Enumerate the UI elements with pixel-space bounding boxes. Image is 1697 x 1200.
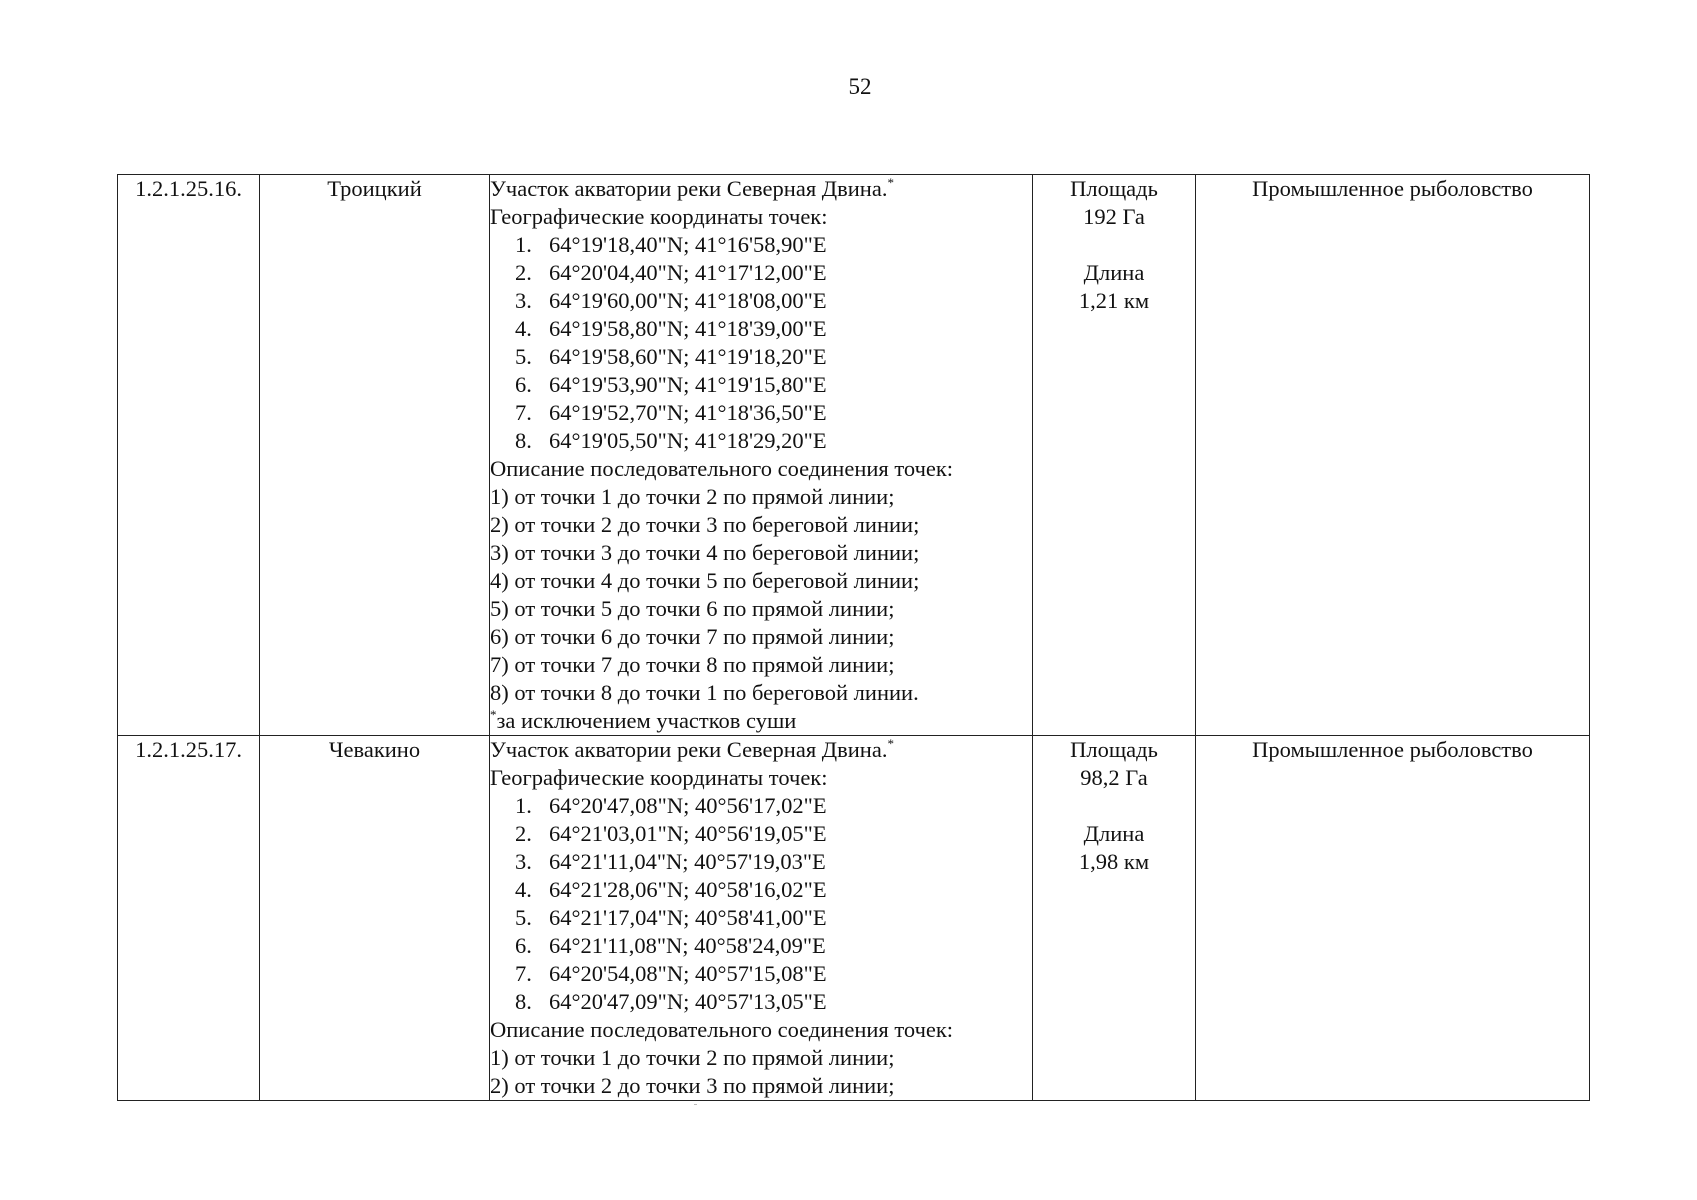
connection-item: 6) от точки 6 до точки 7 по прямой линии; — [490, 624, 895, 649]
coord-item: 5. 64°21'17,04"N; 40°58'41,00"E — [515, 905, 827, 930]
description-title: Участок акватории реки Северная Двина.* — [490, 175, 894, 201]
coord-item: 3. 64°21'11,04"N; 40°57'19,03"E — [515, 849, 826, 874]
coord-item: 7. 64°20'54,08"N; 40°57'15,08"E — [515, 961, 827, 986]
coord-item: 1. 64°20'47,08"N; 40°56'17,02"E — [515, 793, 827, 818]
usage-type: Промышленное рыболовство — [1196, 175, 1590, 736]
connection-item: 2) от точки 2 до точки 3 по прямой линии; — [490, 1073, 895, 1098]
coord-item: 3. 64°19'60,00"N; 41°18'08,00"E — [515, 288, 827, 313]
coord-item: 8. 64°19'05,50"N; 41°18'29,20"E — [515, 428, 827, 453]
description-title: Участок акватории реки Северная Двина.* — [490, 736, 894, 762]
site-name: Троицкий — [260, 175, 490, 736]
connection-item: 2) от точки 2 до точки 3 по береговой линии; — [490, 512, 920, 537]
scan-speck — [694, 1104, 697, 1105]
connection-item: 1) от точки 1 до точки 2 по прямой линии; — [490, 484, 895, 509]
section-number: 1.2.1.25.17. — [118, 736, 260, 1101]
footnote-mark: * — [490, 707, 497, 722]
connection-item: 3) от точки 3 до точки 4 по береговой линии; — [490, 540, 920, 565]
coord-item: 4. 64°21'28,06"N; 40°58'16,02"E — [515, 877, 827, 902]
area-label: Площадь — [1070, 737, 1158, 762]
footnote-mark: * — [887, 175, 894, 190]
footnote-mark: * — [887, 736, 894, 751]
connection-item: 7) от точки 7 до точки 8 по прямой линии; — [490, 652, 895, 677]
connection-heading: Описание последовательного соединения точек: — [490, 456, 954, 481]
usage-type: Промышленное рыболовство — [1196, 736, 1590, 1101]
coord-item: 2. 64°20'04,40"N; 41°17'12,00"E — [515, 260, 827, 285]
coord-item: 8. 64°20'47,09"N; 40°57'13,05"E — [515, 989, 827, 1014]
connection-item: 4) от точки 4 до точки 5 по береговой линии; — [490, 568, 920, 593]
connection-item: 1) от точки 1 до точки 2 по прямой линии; — [490, 1045, 895, 1070]
page-number: 52 — [848, 74, 872, 99]
table-row — [118, 175, 1590, 736]
footnote: *за исключением участков суши — [490, 707, 797, 733]
site-name: Чевакино — [260, 736, 490, 1101]
table-row — [118, 736, 1590, 1101]
connection-heading: Описание последовательного соединения точек: — [490, 1017, 954, 1042]
coord-item: 2. 64°21'03,01"N; 40°56'19,05"E — [515, 821, 827, 846]
length-label: Длина — [1083, 821, 1145, 846]
connection-item: 8) от точки 8 до точки 1 по береговой линии. — [490, 680, 919, 705]
section-number: 1.2.1.25.16. — [118, 175, 260, 736]
site-description — [490, 736, 1033, 1101]
area-value: 192 Га — [1083, 204, 1145, 229]
coord-item: 6. 64°21'11,08"N; 40°58'24,09"E — [515, 933, 826, 958]
length-value: 1,98 км — [1078, 849, 1150, 874]
coord-item: 5. 64°19'58,60"N; 41°19'18,20"E — [515, 344, 827, 369]
area-length-cell — [1033, 736, 1196, 1101]
connection-item: 5) от точки 5 до точки 6 по прямой линии; — [490, 596, 895, 621]
coords-heading: Географические координаты точек: — [490, 204, 828, 229]
coord-item: 6. 64°19'53,90"N; 41°19'15,80"E — [515, 372, 827, 397]
coord-item: 7. 64°19'52,70"N; 41°18'36,50"E — [515, 400, 827, 425]
area-label: Площадь — [1070, 176, 1158, 201]
area-value: 98,2 Га — [1080, 765, 1148, 790]
length-value: 1,21 км — [1078, 288, 1150, 313]
coords-heading: Географические координаты точек: — [490, 765, 828, 790]
fishing-areas-table — [117, 174, 1590, 1101]
coord-item: 4. 64°19'58,80"N; 41°18'39,00"E — [515, 316, 827, 341]
area-length-cell — [1033, 175, 1196, 736]
length-label: Длина — [1083, 260, 1145, 285]
coord-item: 1. 64°19'18,40"N; 41°16'58,90"E — [515, 232, 827, 257]
site-description — [490, 175, 1033, 736]
